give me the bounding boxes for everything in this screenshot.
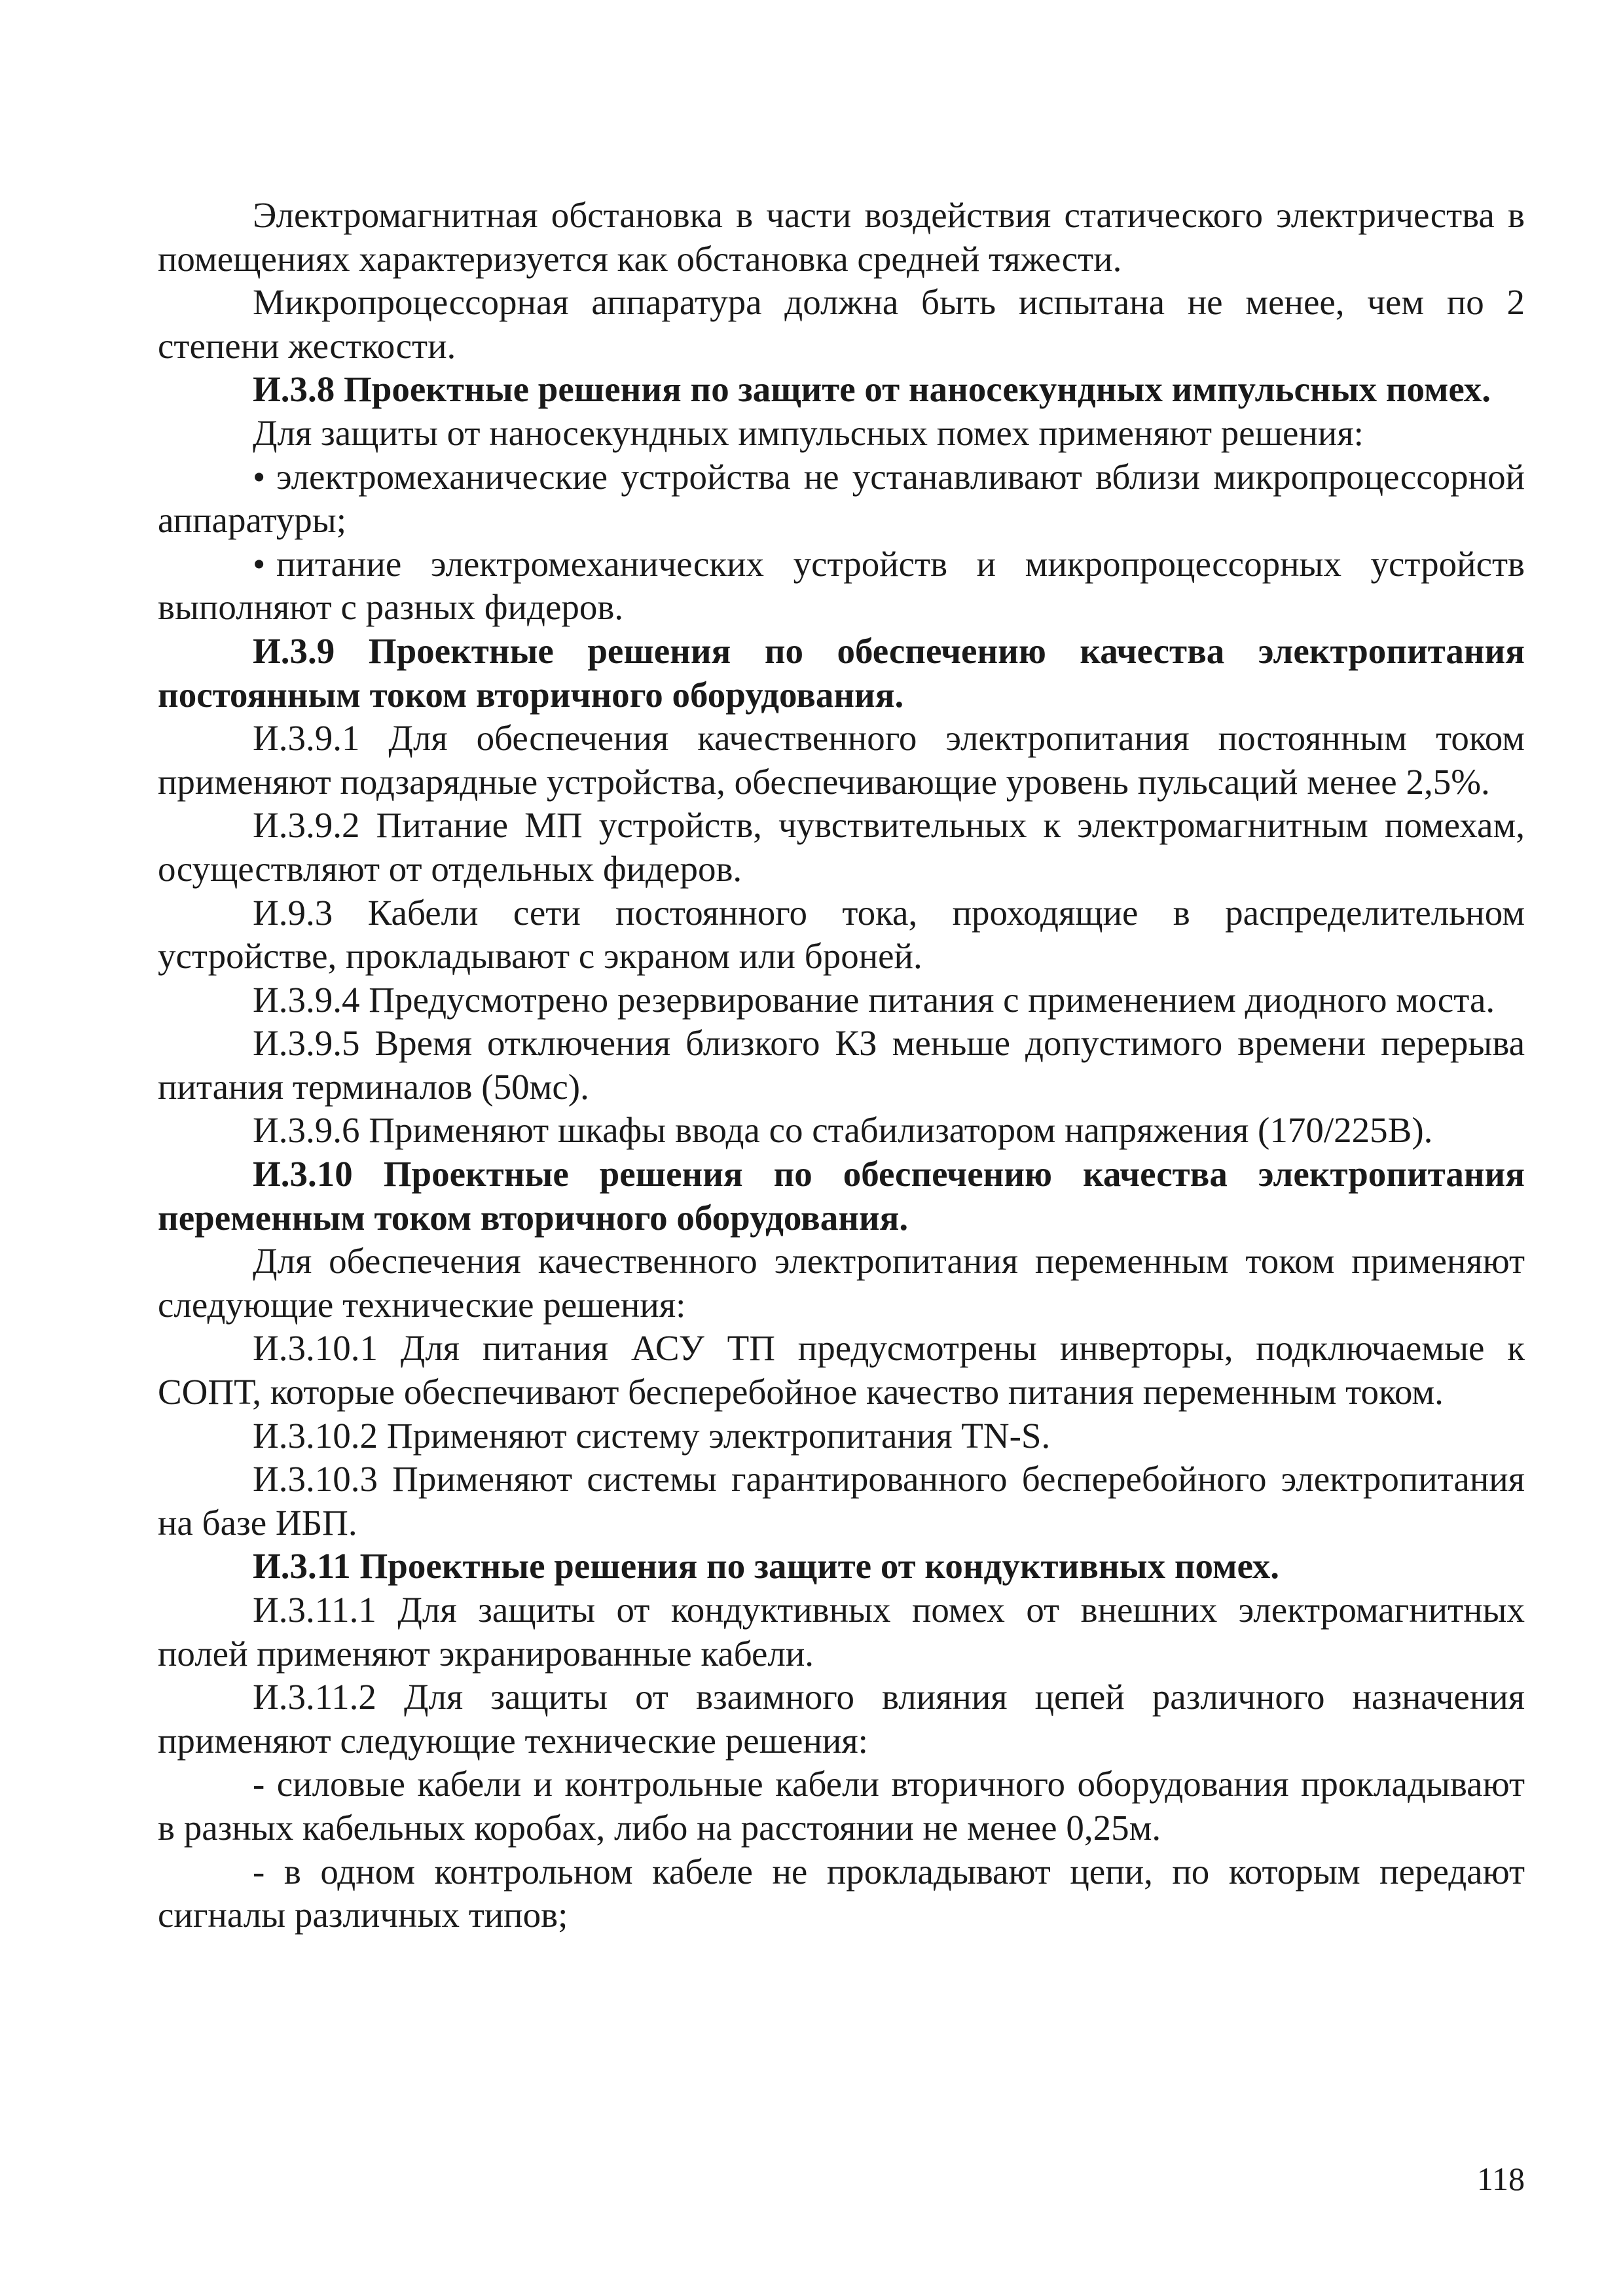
section-heading: И.3.10 Проектные решения по обеспечению качества электропитания переменным током вторичного оборудования. (158, 1154, 1525, 1238)
bullet-icon: • (253, 543, 266, 584)
paragraph: И.3.10.3 Применяют системы гарантированного бесперебойного электропитания на базе ИБП. (158, 1459, 1525, 1543)
paragraph: Микропроцессорная аппаратура должна быть испытана не менее, чем по 2 степени жесткости. (158, 282, 1525, 366)
section-heading: И.3.11 Проектные решения по защите от кондуктивных помех. (253, 1546, 1280, 1587)
bullet-text: питание электромеханических устройств и микропроцессорных устройств выполняют с разных фидеров. (158, 543, 1525, 628)
document-body (158, 194, 1525, 1937)
paragraph: И.3.11.2 Для защиты от взаимного влияния цепей различного назначения применяют следующие технические решения: (158, 1677, 1525, 1761)
paragraph: И.3.9.1 Для обеспечения качественного электропитания постоянным током применяют подзарядные устройства, обеспечивающие уровень пульсаций менее 2,5%. (158, 718, 1525, 802)
paragraph: И.3.9.6 Применяют шкафы ввода со стабилизатором напряжения (170/225В). (253, 1110, 1433, 1151)
paragraph: И.3.10.2 Применяют систему электропитания TN-S. (253, 1415, 1051, 1456)
paragraph: Электромагнитная обстановка в части воздействия статического электричества в помещениях характеризуется как обстановка средней тяжести. (158, 195, 1525, 279)
paragraph: И.3.9.2 Питание МП устройств, чувствительных к электромагнитным помехам, осуществляют от отдельных фидеров. (158, 805, 1525, 889)
section-heading: И.3.9 Проектные решения по обеспечению качества электропитания постоянным током вторичного оборудования. (158, 630, 1525, 715)
bullet-item (158, 456, 1525, 543)
paragraph: И.3.9.4 Предусмотрено резервирование питания с применением диодного моста. (253, 979, 1495, 1020)
paragraph: И.3.9.5 Время отключения близкого КЗ меньше допустимого времени перерыва питания терминалов (50мс). (158, 1023, 1525, 1107)
section-heading: И.3.8 Проектные решения по защите от наносекундных импульсных помех. (253, 369, 1491, 410)
paragraph: И.3.10.1 Для питания АСУ ТП предусмотрены инверторы, подключаемые к СОПТ, которые обеспечивают бесперебойное качество питания переменным током. (158, 1328, 1525, 1412)
bullet-text: электромеханические устройства не устанавливают вблизи микропроцессорной аппаратуры; (158, 456, 1525, 541)
bullet-icon: • (253, 456, 266, 497)
page-number: 118 (1476, 2161, 1525, 2197)
paragraph: - в одном контрольном кабеле не прокладывают цепи, по которым передают сигналы различных типов; (158, 1851, 1525, 1935)
paragraph: Для защиты от наносекундных импульсных помех применяют решения: (253, 412, 1364, 453)
paragraph: Для обеспечения качественного электропитания переменным током применяют следующие технические решения: (158, 1241, 1525, 1325)
bullet-item (158, 543, 1525, 630)
paragraph: И.3.11.1 Для защиты от кондуктивных помех от внешних электромагнитных полей применяют экранированные кабели. (158, 1590, 1525, 1674)
paragraph: И.9.3 Кабели сети постоянного тока, проходящие в распределительном устройстве, прокладывают с экраном или броней. (158, 892, 1525, 977)
paragraph: - силовые кабели и контрольные кабели вторичного оборудования прокладывают в разных кабельных коробах, либо на расстоянии не менее 0,25м. (158, 1764, 1525, 1848)
